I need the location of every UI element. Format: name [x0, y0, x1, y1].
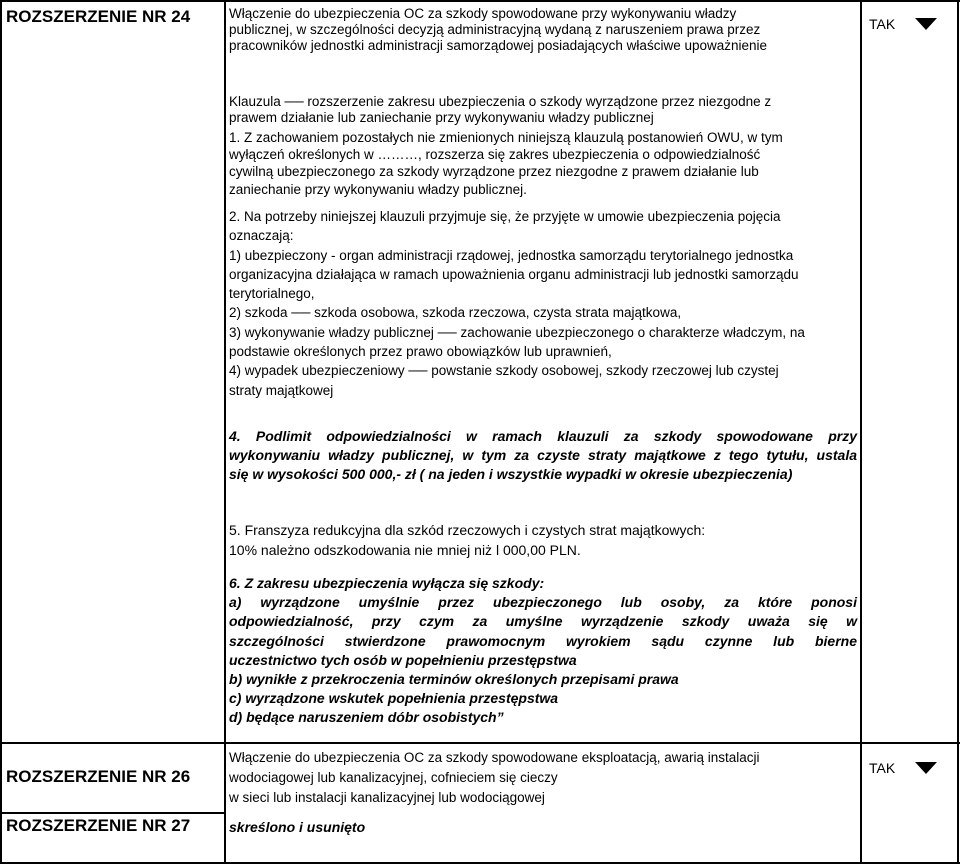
- paragraph-2: [229, 207, 869, 400]
- text-line: cywilną ubezpieczonego za szkody wyrządzone przez niezgodne z prawem działanie lub: [229, 164, 759, 180]
- label-column-divider: [224, 0, 226, 864]
- row-label-24: ROZSZERZENIE NR 24: [6, 7, 191, 26]
- text-line: 2. Na potrzeby niniejszej klauzuli przyjmuje się, że przyjęte w umowie ubezpieczenia pojęcia: [229, 209, 781, 224]
- text-line: straty majątkowej: [229, 382, 334, 398]
- text-line: uczestnictwo tych osób w popełnieniu przestępstwa: [229, 651, 577, 668]
- table-border-right: [957, 0, 959, 864]
- text-line: wodociagowej lub kanalizacyjnej, cofnieciem się cieczy: [229, 770, 558, 785]
- text-line: wyłączeń określonych w ………, rozszerza się zakres ubezpieczenia o odpowiedzialność: [229, 147, 761, 163]
- text-line: c) wyrządzone wskutek popełnienia przestępstwa: [229, 690, 559, 707]
- paragraph-5-deductible: [229, 520, 857, 560]
- text-line: zaniechanie przy wykonywaniu władzy publicznej.: [229, 181, 527, 197]
- text-line: 4) wypadek ubezpieczeniowy ── powstanie szkody osobowej, szkody rzeczowej lub czystej: [229, 363, 779, 379]
- text-line: d) będące naruszeniem dóbr osobistych”: [229, 709, 504, 726]
- clause-heading: [229, 94, 849, 126]
- row-label-27: ROZSZERZENIE NR 27: [6, 816, 191, 835]
- row27-note: skreślono i usunięto: [229, 819, 366, 835]
- text-line: oznaczają:: [229, 228, 294, 244]
- text-line: terytorialnego,: [229, 286, 315, 302]
- text-line: podstawie określonych przez prawo obowiązków lub uprawnień,: [229, 344, 612, 360]
- paragraph-1: [229, 129, 849, 198]
- text-line: 1. Z zachowaniem pozostałych nie zmienionych niniejszą klauzulą postanowień OWU, w tym: [229, 130, 783, 145]
- content-column-divider: [860, 0, 862, 864]
- text-line: 3) wykonywanie władzy publicznej ── zachowanie ubezpieczonego o charakterze władczym, na: [229, 324, 805, 340]
- text-line: się w wysokości 500 000,- zł ( na jeden i wszystkie wypadki w okresie ubezpieczenia): [229, 466, 793, 482]
- text-line: Włączenie do ubezpieczenia OC za szkody spowodowane eksploatacją, awarią instalacji: [229, 750, 760, 765]
- row26-title: [229, 748, 849, 808]
- select-value: TAK: [869, 760, 896, 776]
- text-line: 5. Franszyza redukcyjna dla szkód rzeczowych i czystych strat majątkowych:: [229, 522, 706, 538]
- text-line: a) wyrządzone umyślnie przez ubezpieczonego lub osoby, za które ponosi: [229, 594, 857, 611]
- text-line: 1) ubezpieczony - organ administracji rządowej, jednostka samorządu terytorialnego jednostka: [229, 247, 794, 263]
- text-line: odpowiedzialność, przy czym za umyślne wyrządzenie szkody uważa się w: [229, 613, 857, 630]
- paragraph-6-exclusions: [229, 574, 857, 728]
- paragraph-4-sublimit: [229, 427, 857, 484]
- row-divider-26-27: [0, 812, 225, 814]
- row-divider-24-26: [0, 742, 960, 744]
- text-line: wykonywaniu władzy publicznej, w tym za czyste straty majątkowe z tego tytułu, ustala: [229, 447, 857, 463]
- text-line: 2) szkoda ── szkoda osobowa, szkoda rzeczowa, czysta strata majątkowa,: [229, 305, 682, 321]
- text-line: publicznej, w szczególności decyzją administracyjną wydaną z naruszeniem prawa przez: [229, 22, 761, 37]
- row26-tak-select[interactable]: [869, 760, 937, 776]
- table-border-bottom: [0, 862, 960, 864]
- row-label-26: ROZSZERZENIE NR 26: [6, 767, 191, 786]
- text-line: b) wynikłe z przekroczenia terminów określonych przepisami prawa: [229, 671, 679, 688]
- text-line: szczególności stwierdzone prawomocnym wyrokiem sądu czynne lub bierne: [229, 632, 857, 649]
- row24-title: [229, 6, 849, 54]
- table-border-left: [0, 0, 2, 864]
- text-line: w sieci lub instalacji kanalizacyjnej lub wodociągowej: [229, 790, 545, 805]
- select-value: TAK: [869, 16, 896, 32]
- text-line: Klauzula ── rozszerzenie zakresu ubezpieczenia o szkody wyrządzone przez niezgodne z: [229, 94, 772, 109]
- text-line: 6. Z zakresu ubezpieczenia wyłącza się szkody:: [229, 575, 545, 591]
- text-line: pracowników jednostki administracji samorządowej posiadających właściwe upoważnienie: [229, 38, 768, 53]
- table-border-top: [0, 0, 960, 2]
- text-line: Włączenie do ubezpieczenia OC za szkody spowodowane przy wykonywaniu władzy: [229, 6, 737, 21]
- text-line: prawem działanie lub zaniechanie przy wykonywaniu władzy publicznej: [229, 110, 654, 125]
- text-line: 4. Podlimit odpowiedzialności w ramach klauzuli za szkody spowodowane przy: [229, 428, 857, 444]
- text-line: 10% należno odszkodowania nie mniej niż l 000,00 PLN.: [229, 542, 581, 558]
- dropdown-arrow-icon: [915, 762, 937, 774]
- text-line: organizacyjna działająca w ramach upoważnienia organu administracji lub jednostki samorządu: [229, 266, 799, 282]
- row24-tak-select[interactable]: [869, 16, 937, 32]
- dropdown-arrow-icon: [915, 18, 937, 30]
